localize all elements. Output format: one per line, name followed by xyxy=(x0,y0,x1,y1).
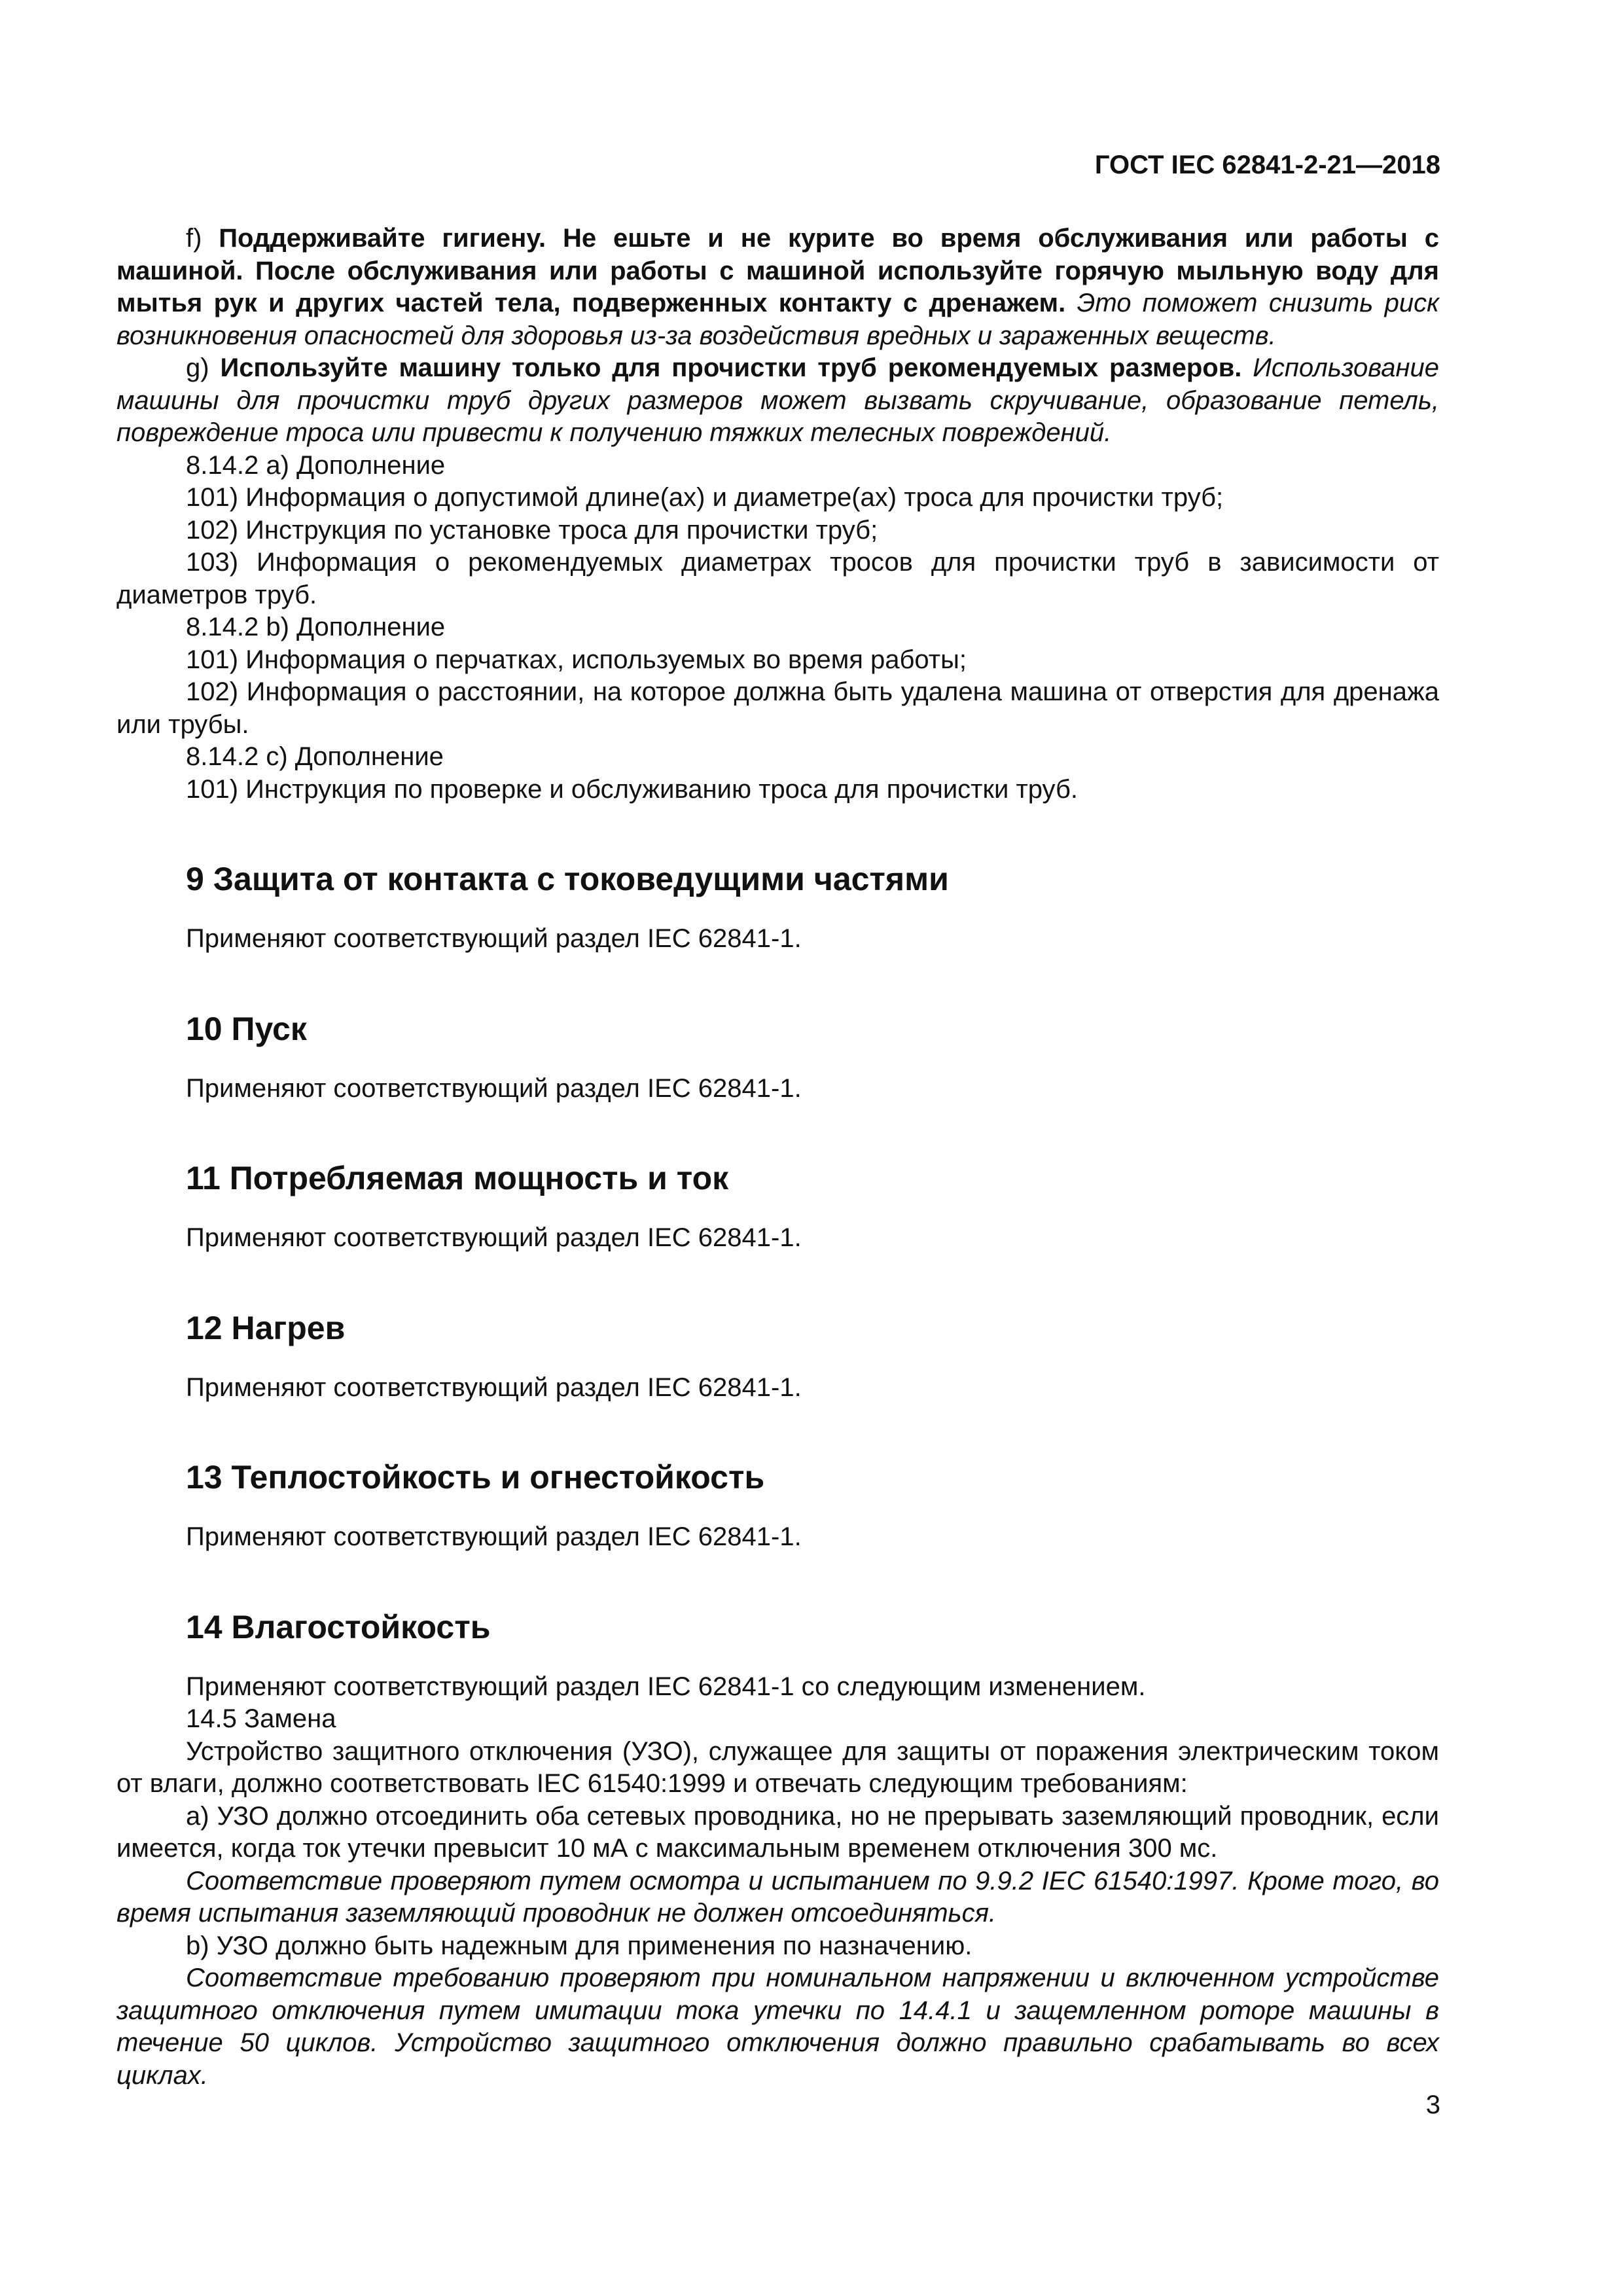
item-g-italic: Использование машины для прочистки труб других размеров может вызвать скручивание, образование петель, повреждение троса или привести к получению тяжких телесных повреждений. xyxy=(116,353,1439,447)
section-12-text: Применяют соответствующий раздел IEC 62841-1. xyxy=(186,1372,802,1402)
section-10-heading: 10 Пуск xyxy=(186,1010,307,1047)
clause-8142b-title: 8.14.2 b) Дополнение xyxy=(186,613,446,641)
section-spacer xyxy=(116,1554,1439,1581)
item-g-label: g) xyxy=(186,353,221,382)
section-13-text: Применяют соответствующий раздел IEC 62841-1. xyxy=(186,1522,802,1551)
page-number: 3 xyxy=(1425,2090,1440,2119)
clause-8142a-item: 101) Информация о допустимой длине(ах) и диаметре(ах) троса для прочистки труб; xyxy=(186,483,1224,512)
clause-8142b-item: 102) Информация о расстоянии, на которое должна быть удалена машина от отверстия для дренажа или трубы. xyxy=(116,677,1439,739)
clause-14-5-title: 14.5 Замена xyxy=(186,1704,336,1733)
item-g-bold: Используйте машину только для прочистки труб рекомендуемых размеров. xyxy=(220,353,1242,382)
section-14-intro: Применяют соответствующий раздел IEC 62841-1 со следующим изменением. xyxy=(186,1672,1146,1701)
section-12-heading: 12 Нагрев xyxy=(186,1309,346,1346)
section-spacer xyxy=(116,806,1439,833)
section-10-text: Применяют соответствующий раздел IEC 62841-1. xyxy=(186,1073,802,1103)
compliance-check-a: Соответствие проверяют путем осмотра и испытанием по 9.9.2 IEC 61540:1997. Кроме того, во время испытания заземляющий проводник не должен отсоединяться. xyxy=(116,1866,1439,1928)
item-g xyxy=(116,352,1439,450)
item-f-bold: Поддерживайте гигиену. Не ешьте и не курите во время обслуживания или работы с машиной. После обслуживания или работы с машиной используйте горячую мыльную воду для мытья рук и других частей тела, подверженных контакту с дренажем. xyxy=(116,224,1440,317)
clause-8142a-item: 103) Информация о рекомендуемых диаметрах тросов для прочистки труб в зависимости от диаметров труб. xyxy=(116,548,1439,609)
requirement-a: a) УЗО должно отсоединить оба сетевых проводника, но не прерывать заземляющий проводник, если имеется, когда ток утечки превысит 10 мА с максимальным временем отключения 300 мс. xyxy=(116,1801,1439,1863)
section-9-heading: 9 Защита от контакта с токоведущими частями xyxy=(186,861,949,897)
section-spacer xyxy=(116,1255,1439,1282)
section-9-text: Применяют соответствующий раздел IEC 62841-1. xyxy=(186,924,802,953)
page-content xyxy=(116,223,1439,2092)
section-14-heading: 14 Влагостойкость xyxy=(186,1608,491,1645)
item-f xyxy=(116,223,1439,352)
document-header: ГОСТ IEC 62841-2-21—2018 xyxy=(1094,151,1440,179)
clause-8142a-title: 8.14.2 a) Дополнение xyxy=(186,450,446,480)
clause-8142a-item: 102) Инструкция по установке троса для прочистки труб; xyxy=(186,515,878,545)
clause-8142c-item: 101) Инструкция по проверке и обслуживанию троса для прочистки труб. xyxy=(186,774,1079,804)
requirement-b: b) УЗО должно быть надежным для применения по назначению. xyxy=(186,1931,972,1960)
item-f-italic: Это поможет снизить риск возникновения опасностей для здоровья из-за воздействия вредных и зараженных веществ. xyxy=(116,289,1440,350)
section-11-text: Применяют соответствующий раздел IEC 62841-1. xyxy=(186,1223,802,1252)
section-11-heading: 11 Потребляемая мощность и ток xyxy=(186,1160,729,1196)
section-spacer xyxy=(116,1105,1439,1132)
section-spacer xyxy=(116,1404,1439,1431)
compliance-check-b: Соответствие требованию проверяют при номинальном напряжении и включенном устройстве защитного отключения путем имитации тока утечки по 14.4.1 и защемленном роторе машины в течение 50 циклов. Устройство защитного отключения должно правильно срабатывать во всех циклах. xyxy=(116,1964,1439,2090)
rcd-requirement-text: Устройство защитного отключения (УЗО), служащее для защиты от поражения электрическим током от влаги, должно соответствовать IEC 61540:1999 и отвечать следующим требованиям: xyxy=(116,1736,1439,1798)
clause-8142b-item: 101) Информация о перчатках, используемых во время работы; xyxy=(186,645,967,674)
section-spacer xyxy=(116,956,1439,983)
item-f-label: f) xyxy=(186,224,219,253)
section-13-heading: 13 Теплостойкость и огнестойкость xyxy=(186,1459,765,1496)
clause-8142c-title: 8.14.2 c) Дополнение xyxy=(186,742,444,771)
